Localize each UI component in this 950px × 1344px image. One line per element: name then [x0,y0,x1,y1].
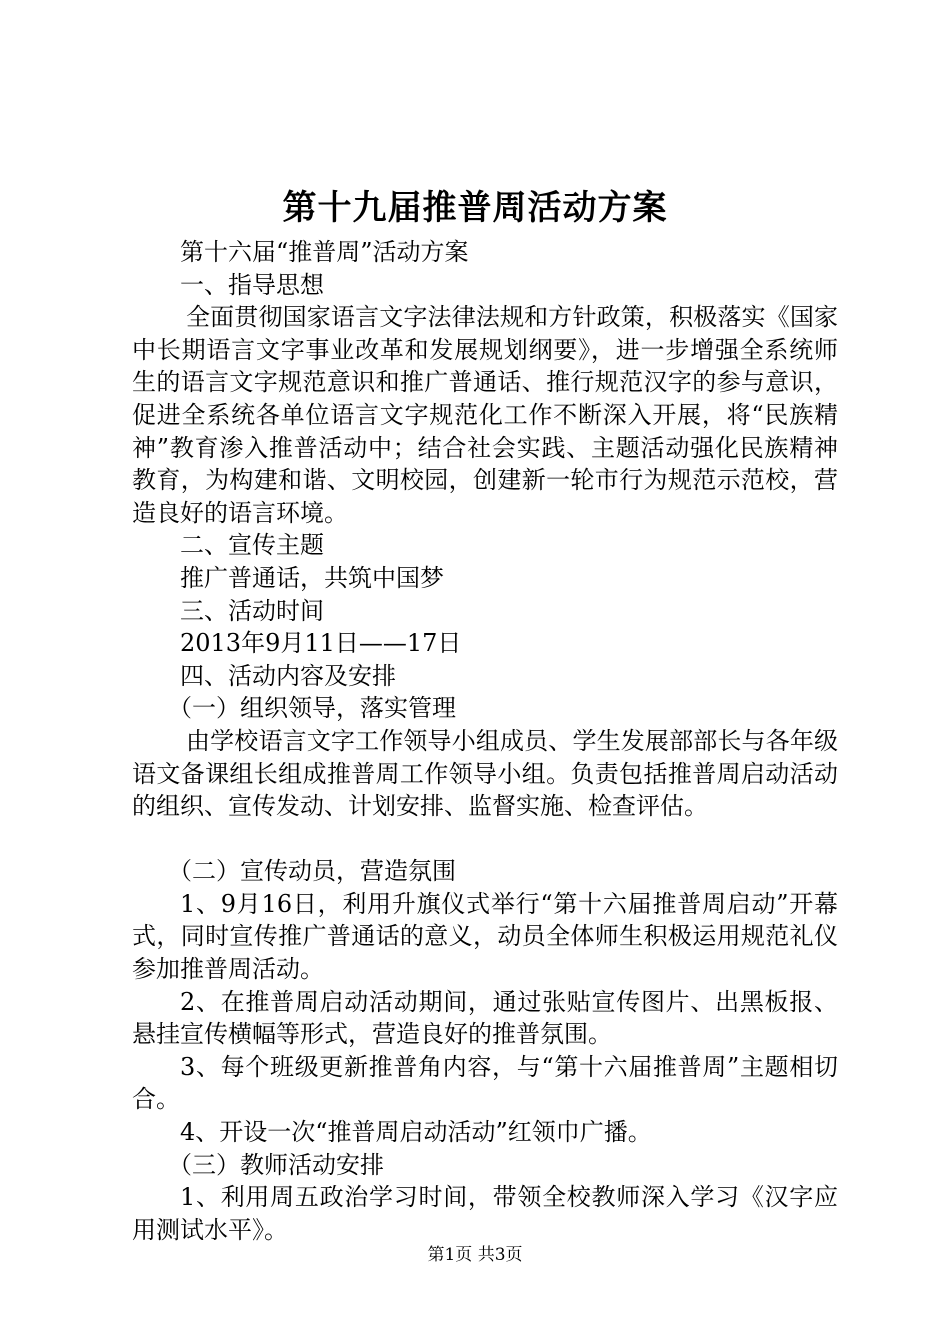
document-body [132,236,838,1246]
paragraph-theme: 推广普通话，共筑中国梦 [180,563,444,592]
subsection-heading-publicity: （二）宣传动员，营造氛围 [168,857,456,886]
subsection-heading-teacher-activities: （三）教师活动安排 [168,1150,384,1179]
paragraph-publicity-item-2: 2、在推普周启动活动期间，通过张贴宣传图片、出黑板报、悬挂宣传横幅等形式，营造良好的推普氛围。 [132,987,838,1049]
subsection-heading-organization: （一）组织领导，落实管理 [168,694,456,723]
paragraph-time: 2013年9月11日——17日 [180,629,462,658]
document-title: 第十九届推普周活动方案 [282,188,668,228]
paragraph-organization: 由学校语言文字工作领导小组成员、学生发展部部长与各年级语文备课组长组成推普周工作领导小组。负责包括推普周启动活动的组织、宣传发动、计划安排、监督实施、检查评估。 [132,726,838,821]
section-heading-content: 四、活动内容及安排 [180,661,396,690]
blank-line [132,823,838,856]
section-heading-theme: 二、宣传主题 [180,531,324,560]
paragraph-guiding-ideology: 全面贯彻国家语言文字法律法规和方针政策，积极落实《国家中长期语言文字事业改革和发展规划纲要》，进一步增强全系统师生的语言文字规范意识和推广普通话、推行规范汉字的参与意识，促进全系统各单位语言文字规范化工作不断深入开展，将“民族精神”教育渗入推普活动中；结合社会实践、主题活动强化民族精神教育，为构建和谐、文明校园，创建新一轮市行为规范示范校，营造良好的语言环境。 [132,303,838,527]
section-heading-time: 三、活动时间 [180,596,324,625]
paragraph-publicity-item-4: 4、开设一次“推普周启动活动”红领巾广播。 [180,1118,652,1147]
paragraph-teacher-item-1: 1、利用周五政治学习时间，带领全校教师深入学习《汉字应用测试水平》。 [132,1183,838,1244]
subtitle-line: 第十六届“推普周”活动方案 [180,238,469,266]
paragraph-publicity-item-3: 3、每个班级更新推普角内容，与“第十六届推普周”主题相切合。 [132,1052,838,1114]
paragraph-publicity-item-1: 1、9月16日，利用升旗仪式举行“第十六届推普周启动”开幕式，同时宣传推广普通话的意义，动员全体师生积极运用规范礼仪参加推普周活动。 [132,889,838,984]
section-heading-guiding-ideology: 一、指导思想 [180,270,324,299]
page-footer: 第1页 共3页 [427,1245,523,1265]
